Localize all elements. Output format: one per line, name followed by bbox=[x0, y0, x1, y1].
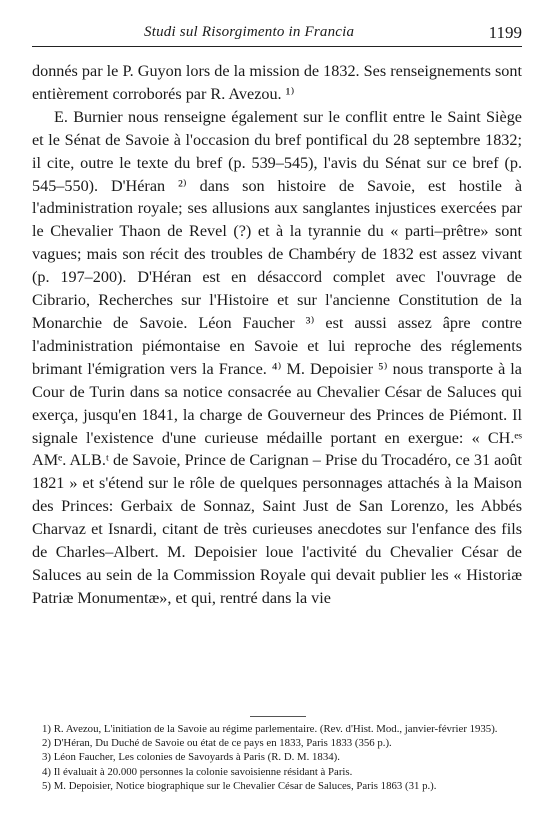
footnotes bbox=[32, 722, 522, 793]
footnote: 3) Léon Faucher, Les colonies de Savoyards à Paris (R. D. M. 1834). bbox=[42, 751, 340, 764]
body-text bbox=[32, 60, 522, 610]
footnote-separator bbox=[250, 716, 306, 717]
page-number: 1199 bbox=[488, 23, 522, 42]
footnote: 4) Il évaluait à 20.000 personnes la colonie savoisienne résidant à Paris. bbox=[42, 765, 353, 778]
header-rule bbox=[32, 46, 522, 47]
running-title: Studi sul Risorgimento in Francia bbox=[144, 24, 355, 40]
running-header bbox=[32, 22, 522, 44]
footnote: 5) M. Depoisier, Notice biographique sur le Chevalier César de Saluces, Paris 1863 (31 p.). bbox=[42, 779, 437, 792]
paragraph: E. Burnier nous renseigne également sur le conflit entre le Saint Siège et le Sénat de Savoie à l'occasion du bref pontifical du 28 septembre 1832; il cite, outre le texte du bref (p. 539–545), l'avis du Sénat sur ce bref (p. 545–550). D'Héran ²⁾ dans son histoire de Savoie, est hostile à l'administration royale; ses allusions aux sanglantes injustices exercées par le Chevalier Thaon de Revel (?) et à la tyrannie du « parti–prêtre» sont vagues; mais son récit des troubles de Chambéry de 1832 est assez vivant (p. 197–200). D'Héran est en désaccord complet avec l'ouvrage de Cibrario, Recherches sur l'Histoire et sur l'ancienne Constitution de la Monarchie de Savoie. Léon Faucher ³⁾ est aussi assez âpre contre l'administration piémontaise en Savoie et lui reproche des réglements brimant l'émigration vers la France. ⁴⁾ M. Depoisier ⁵⁾ nous transporte à la Cour de Turin dans sa notice consacrée au Chevalier César de Saluces qui exerça, jusqu'en 1841, la charge de Gouverneur des Princes de Piémont. Il signale l'existence d'une curieuse médaille portant en exergue: « CH.ᵉˢ AMᵉ. ALB.ᵗ de Savoie, Prince de Carignan – Prise du Trocadéro, ce 31 août 1821 » et s'étend sur le rôle de quelques personnages attachés à la Maison des Princes: Gerbaix de Sonnaz, Saint Just de San Lorenzo, les Abbés Charvaz et Isnardi, citant de très curieuses anecdotes sur l'enfance des fils de Charles–Albert. M. Depoisier loue l'activité du Chevalier César de Saluces au sein de la Commission Royale qui devait publier les « Historiæ Patriæ Monumentæ», et qui, rentré dans la vie bbox=[32, 107, 522, 607]
footnote: 1) R. Avezou, L'initiation de la Savoie au régime parlementaire. (Rev. d'Hist. Mod., janvier-février 1935). bbox=[42, 723, 498, 735]
paragraph: donnés par le P. Guyon lors de la mission de 1832. Ses renseignements sont entièrement corroborés par R. Avezou. ¹⁾ bbox=[32, 62, 522, 103]
footnote: 2) D'Héran, Du Duché de Savoie ou état de ce pays en 1833, Paris 1833 (356 p.). bbox=[42, 737, 392, 750]
